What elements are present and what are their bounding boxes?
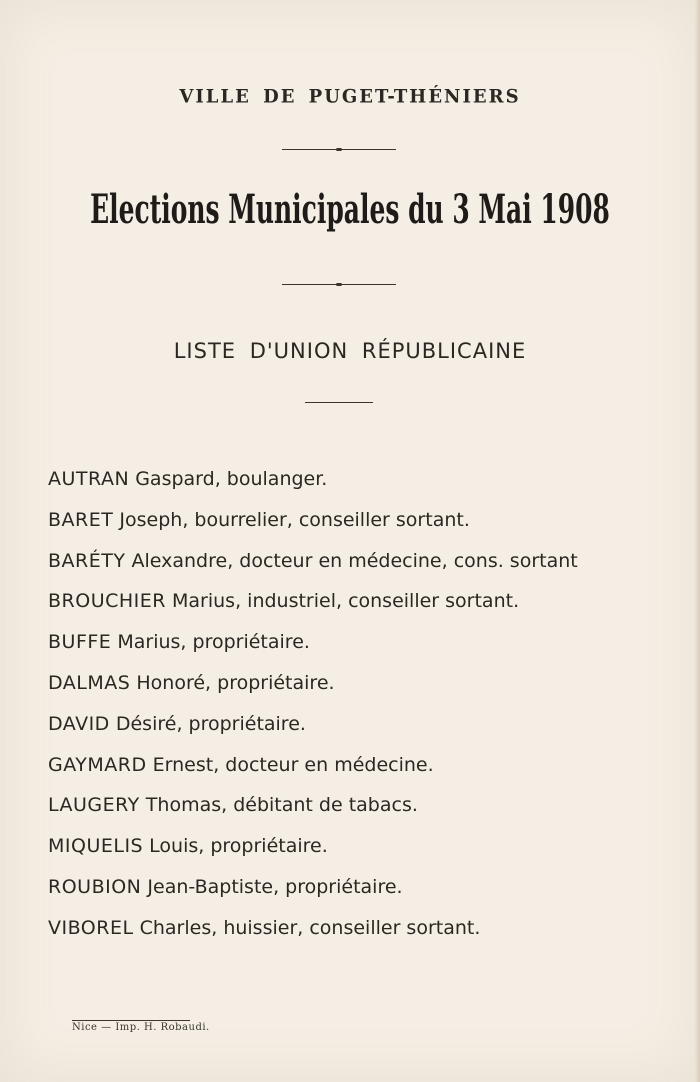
candidate-row: [48, 625, 668, 666]
imprint-text: Nice — Imp. H. Robaudi.: [72, 1022, 210, 1033]
candidate-details: Jean-Baptiste, propriétaire.: [147, 875, 403, 898]
candidate-surname: MIQUELIS: [48, 835, 144, 858]
candidate-details: Gaspard, boulanger.: [135, 468, 328, 490]
candidate-surname: BROUCHIER: [48, 590, 166, 613]
section-rule: [305, 402, 373, 403]
candidate-details: Charles, huissier, conseiller sortant.: [139, 916, 481, 939]
candidate-row: [48, 503, 668, 544]
candidate-list: [48, 462, 668, 952]
candidate-details: Joseph, bourrelier, conseiller sortant.: [119, 508, 470, 531]
ornament-dot: [336, 283, 342, 286]
candidate-details: Marius, propriétaire.: [117, 631, 310, 654]
candidate-details: Alexandre, docteur en médecine, cons. sortant: [131, 549, 578, 572]
candidate-surname: AUTRAN: [48, 468, 130, 490]
candidate-row: [48, 707, 668, 748]
candidate-surname: BUFFE: [48, 631, 112, 654]
candidate-row: [48, 788, 668, 829]
candidate-details: Thomas, débitant de tabacs.: [145, 794, 418, 817]
candidate-details: Désiré, propriétaire.: [115, 712, 306, 735]
candidate-surname: VIBOREL: [48, 916, 134, 939]
candidate-details: Louis, propriétaire.: [149, 835, 328, 858]
candidate-row: [48, 584, 668, 625]
candidate-surname: BARÉTY: [48, 549, 126, 572]
candidate-surname: GAYMARD: [48, 753, 147, 776]
city-heading: VILLE DE PUGET-THÉNIERS: [179, 85, 521, 108]
ornament-divider-bottom: [282, 284, 396, 285]
candidate-details: Marius, industriel, conseiller sortant.: [172, 590, 520, 613]
ornament-dot: [336, 148, 342, 151]
candidate-row: [48, 870, 668, 911]
imprint-rule: [72, 1020, 190, 1021]
candidate-row: [48, 911, 668, 952]
candidate-surname: DALMAS: [48, 671, 131, 694]
candidate-surname: LAUGERY: [48, 794, 140, 817]
ornament-divider-top: [282, 149, 396, 150]
candidate-details: Honoré, propriétaire.: [136, 671, 335, 694]
candidate-row: [48, 544, 668, 585]
candidate-row: [48, 748, 668, 789]
page-edge: [694, 0, 700, 1082]
candidate-row: [48, 829, 668, 870]
candidate-surname: DAVID: [48, 712, 110, 735]
candidate-row: [48, 666, 668, 707]
candidate-surname: BARET: [48, 508, 114, 531]
candidate-details: Ernest, docteur en médecine.: [152, 753, 434, 776]
list-name: LISTE D'UNION RÉPUBLICAINE: [173, 339, 527, 363]
candidate-row: [48, 462, 668, 503]
election-title: Elections Municipales du 3 Mai 1908: [90, 185, 610, 233]
printer-imprint: [72, 1018, 210, 1033]
candidate-surname: ROUBION: [48, 875, 142, 898]
